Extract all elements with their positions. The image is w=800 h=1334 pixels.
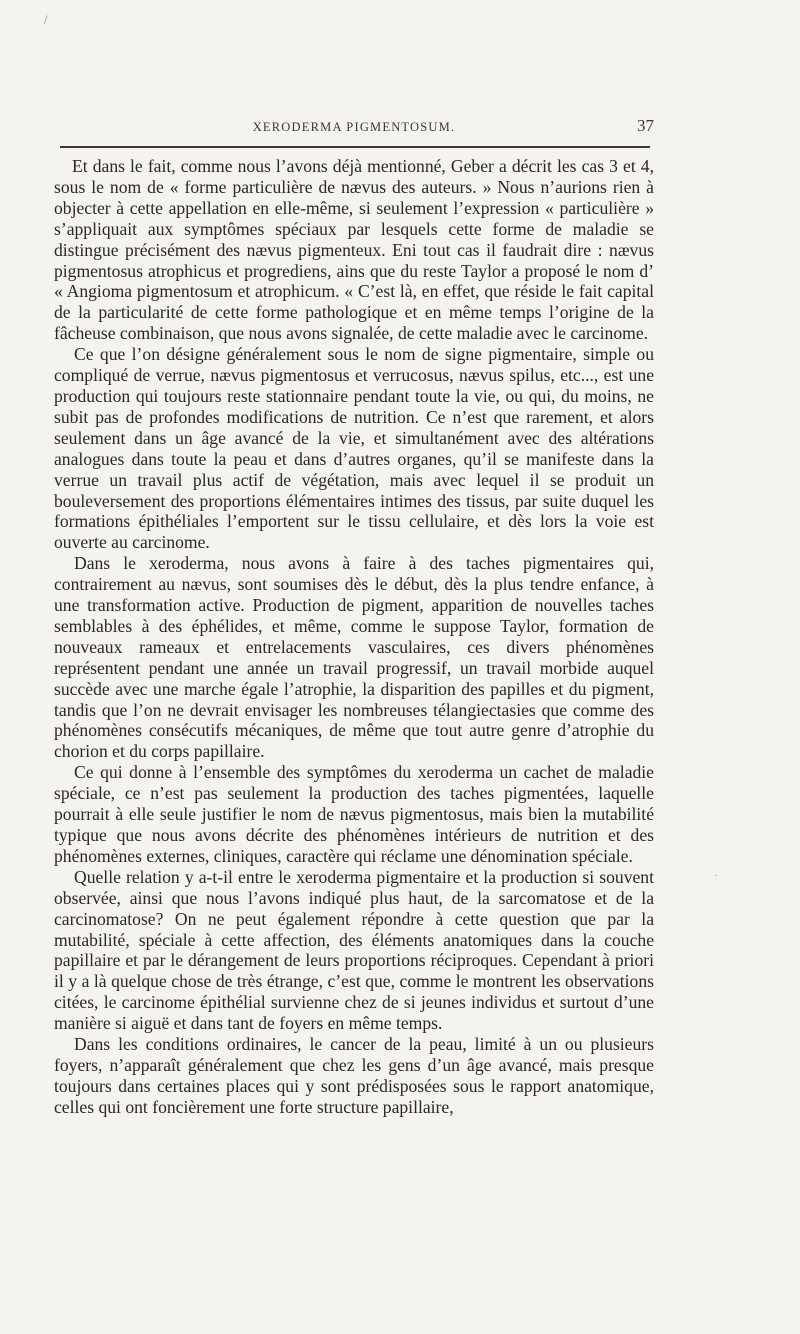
paragraph: Dans le xeroderma, nous avons à faire à des taches pigmentaires qui, contrairement au nævus, sont soumises dès le début, dès la plus tendre enfance, à une transformation active. Production de pigment, apparition de nouvelles taches semblables à des éphélides, et même, comme le suppose Taylor, formation de nouveaux rameaux et entrelacements vasculaires, ces divers phénomènes représentent pendant une année un travail progressif, un travail morbide auquel succède avec une marche égale l’atrophie, la disparition des papilles et du pigment, tandis que l’on ne devrait envisager les nombreuses télangiectasies que comme des phénomènes consécutifs mécaniques, de même que tout autre genre d’atrophie du chorion et du corps papillaire.: [54, 553, 654, 762]
paragraph: Et dans le fait, comme nous l’avons déjà mentionné, Geber a décrit les cas 3 et 4, sous le nom de « forme particulière de nævus des auteurs. » Nous n’aurions rien à objecter à cette appellation en elle-même, si seulement l’expression « particulière » s’appliquait aux symptômes spéciaux par lesquels cette forme de maladie se distingue précisément des nævus pigmenteux. Eni tout cas il faudrait dire : nævus pigmentosus atrophicus et progrediens, ains que du reste Taylor a proposé le nom d’ « Angioma pigmentosum et atrophicum. « C’est là, en effet, que réside le fait capital de la particularité de cette forme pathologique et en même temps l’origine de la fâcheuse combinaison, que nous avons signalée, de cette maladie avec le carcinome.: [54, 156, 654, 344]
running-header: [54, 116, 654, 138]
running-title: XERODERMA PIGMENTOSUM.: [252, 120, 456, 134]
margin-mark: /: [44, 12, 48, 27]
paragraph: Quelle relation y a-t-il entre le xeroderma pigmentaire et la production si souvent observée, ainsi que nous l’avons indiqué plus haut, de la sarcomatose et de la carcinomatose? On ne peut également répondre à cette question que par la mutabilité, spéciale à cette affection, des éléments anatomiques dans la couche papillaire et par le dérangement de leurs proportions réciproques. Cependant à priori il y a là quelque chose de très étrange, c’est que, comme le montrent les observations citées, le carcinome épithélial survienne chez de si jeunes individus et surtout d’une manière si aiguë et dans tant de foyers en même temps.: [54, 866, 654, 1034]
paragraph: Ce que l’on désigne généralement sous le nom de signe pigmentaire, simple ou compliqué de verrue, nævus pigmentosus et verrucosus, nævus spilus, etc..., est une production qui toujours reste stationnaire pendant toute la vie, ou qui, du moins, ne subit pas de profondes modifications de nutrition. Ce n’est que rarement, et alors seulement dans un âge avancé de la vie, et simultanément avec des altérations analogues dans toute la peau et dans d’autres organes, qu’il se manifeste dans la verrue un travail plus actif de végétation, mais avec lequel il se produit un bouleversement des proportions élémentaires intimes des tissus, par suite duquel les formations épithéliales l’emportent sur le tissu cellulaire, et dès lors la voie est ouverte au carcinome.: [54, 344, 654, 553]
paragraph: Dans les conditions ordinaires, le cancer de la peau, limité à un ou plusieurs foyers, n’apparaît généralement que chez les gens d’un âge avancé, mais presque toujours dans certaines places qui y sont prédisposées sous le rapport anatomique, celles qui ont foncièrement une forte structure papillaire,: [54, 1034, 654, 1117]
header-rule: [60, 146, 650, 148]
margin-mark: ·: [714, 870, 718, 882]
paragraph: Ce qui donne à l’ensemble des symptômes du xeroderma un cachet de maladie spéciale, ce n’est pas seulement la production des taches pigmentées, laquelle pourrait à elle seule justifier le nom de nævus pigmentosus, mais bien la mutabilité typique que nous avons décrite des phénomènes intérieurs de nutrition et des phénomènes externes, cliniques, caractère qui réclame une dénomination spéciale.: [54, 762, 654, 866]
page-number: 37: [637, 116, 654, 135]
body-text: [54, 156, 654, 1118]
